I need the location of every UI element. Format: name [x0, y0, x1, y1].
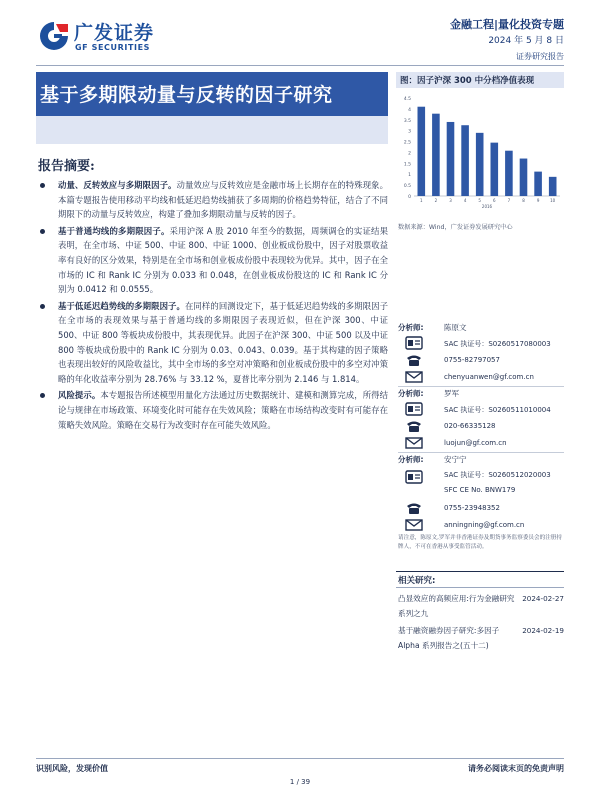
analyst-name: 安宁宁	[444, 455, 467, 464]
abstract-lead: 基于普通均线的多期限因子。	[58, 225, 170, 236]
abstract-item	[40, 224, 388, 297]
email-icon	[405, 370, 423, 384]
analyst-label: 分析师:	[398, 455, 424, 464]
footer-divider	[36, 758, 564, 759]
related-title[interactable]: 凸显效应的高频应用:行为金融研究系列之九	[398, 594, 515, 618]
y-tick-label: 2.5	[403, 140, 411, 146]
y-tick-label: 3	[408, 129, 411, 135]
bullet-icon	[40, 183, 45, 188]
x-tick-label: 10	[550, 198, 556, 203]
bar-chart	[396, 90, 564, 216]
bullet-icon	[40, 229, 45, 234]
bar-8	[520, 159, 528, 196]
abstract-item	[40, 299, 388, 387]
bullet-icon	[40, 393, 45, 398]
page-number: 1 / 39	[289, 778, 311, 786]
bar-2	[432, 114, 440, 196]
analyst-divider	[398, 452, 564, 453]
analyst-sac: SAC 执证号：S0260517080003	[444, 340, 551, 348]
related-bottom-rule	[396, 587, 564, 588]
chart-title: 图：因子沪深 300 中分档净值表现	[400, 76, 535, 86]
logo-chinese-name: 广发证券	[74, 22, 155, 44]
x-tick-label: 2	[434, 198, 438, 203]
bar-5	[476, 133, 484, 196]
bullet-icon	[40, 304, 45, 309]
related-item[interactable]	[398, 623, 564, 653]
analyst-name: 陈原文	[444, 323, 467, 332]
analyst-email[interactable]: anningning@gf.com.cn	[444, 521, 525, 529]
bar-6	[491, 143, 499, 196]
y-tick-label: 2	[408, 151, 411, 157]
bar-1	[418, 107, 426, 196]
abstract-lead: 风险提示。	[58, 390, 101, 401]
y-tick-label: 1.5	[403, 162, 411, 168]
analyst-name: 罗军	[444, 389, 459, 398]
abstract-lead: 基于低延迟趋势线的多期限因子。	[58, 300, 185, 311]
abstract-body: 本专题报告所述模型用量化方法通过历史数据统计、建模和测算完成，所得结论与规律在市场政策、环境变化时可能存在失效风险；策略在市场结构改变时有可能存在策略失效风险。策略在交易行为改变时存在可能失效风险。	[58, 390, 389, 430]
bar-3	[447, 122, 455, 196]
y-tick-label: 3.5	[403, 118, 411, 124]
report-series: 金融工程|量化投资专题	[449, 18, 564, 31]
analyst-sac: SAC 执证号：S0260512020003	[444, 471, 551, 479]
analyst-phone: 020-66335128	[444, 422, 496, 430]
bar-4	[461, 125, 469, 196]
x-tick-label: 4	[463, 198, 467, 203]
email-icon	[405, 518, 423, 532]
report-title: 基于多期限动量与反转的因子研究	[40, 84, 333, 106]
analyst-sac: SAC 执证号：S0260511010004	[444, 406, 551, 414]
footer-slogan: 识别风险，发现价值	[36, 764, 108, 773]
x-axis-label: 2016	[481, 204, 493, 209]
x-tick-label: 8	[522, 198, 525, 203]
footer-disclaimer-note: 请务必阅读末页的免责声明	[468, 764, 564, 773]
analyst-sfc: SFC CE No. BNW179	[444, 486, 516, 494]
x-tick-label: 6	[493, 198, 496, 203]
analyst-divider	[398, 386, 564, 387]
x-tick-label: 5	[478, 198, 481, 203]
logo-english-name: GF SECURITIES	[75, 43, 151, 52]
x-tick-label: 3	[449, 198, 452, 203]
abstract-paragraph	[58, 224, 388, 297]
report-type: 证券研究报告	[516, 52, 564, 61]
phone-icon	[405, 419, 423, 433]
y-tick-label: 4.5	[403, 97, 411, 102]
header-divider	[36, 65, 564, 66]
bar-10	[549, 177, 557, 196]
company-logo	[38, 18, 178, 54]
abstract-body: 在同样的回测设定下，基于低延迟趋势线的多期限因子在全市场的表现效果与基于普通均线的多期限因子表现近似，但在沪深 300、中证 500、中证 800 等板块成份股中，其表现优异。此因子在沪深 300、中证 500 以及中证 800 等板块成份股中的 Rank IC 分别为 0.03、0.043、0.039。基于其构建的因子策略也表现出较好的风险收益比，其中全市场的多空对冲策略和创业板成份股中的多空对冲策略的年化收益率分别为 28.76% 与 33.12 %，夏普比率分别为 2.146 与 1.814。	[58, 300, 389, 384]
x-tick-label: 9	[536, 198, 540, 203]
abstract-heading: 报告摘要:	[38, 159, 95, 174]
abstract-lead: 动量、反转效应与多期限因子。	[58, 180, 177, 190]
x-tick-label: 1	[420, 198, 423, 203]
abstract-paragraph	[58, 299, 388, 387]
analyst-phone: 0755-82797057	[444, 356, 500, 364]
abstract-paragraph	[58, 388, 388, 432]
y-tick-label: 1	[408, 173, 411, 179]
related-heading: 相关研究:	[398, 576, 436, 586]
related-top-rule	[396, 571, 564, 572]
x-tick-label: 7	[507, 198, 511, 203]
analyst-phone: 0755-23948352	[444, 504, 500, 512]
phone-icon	[405, 501, 423, 515]
abstract-item	[40, 178, 388, 222]
y-tick-label: 0	[408, 195, 411, 200]
abstract-list	[40, 178, 388, 434]
abstract-body: 动量效应与反转效应是金融市场上长期存在的特殊现象。本篇专题报告使用移动平均线和低延迟趋势线捕获了多周期的价格趋势特征，结合了不同期限下的动量与反转效应，构建了叠加多期限动量与反转的因子。	[58, 180, 389, 220]
abstract-item	[40, 388, 388, 432]
abstract-paragraph	[58, 178, 388, 222]
id-card-icon	[405, 336, 423, 350]
analyst-email[interactable]: luojun@gf.com.cn	[444, 439, 507, 447]
related-item[interactable]	[398, 591, 564, 621]
email-icon	[405, 436, 423, 450]
abstract-body: 采用沪深 A 股 2010 年至今的数据，周频调仓的实证结果表明，在全市场、中证 500、中证 800、中证 1000、创业板成份股中，因子对股票收益率有良好的区分效果，特别是在全市场和创业板成份股中表现较为优异。其中，因子在全市场的 IC 和 Rank IC 分别为 0.033 和 0.048，在创业板成份股这的 IC 和 Rank IC 分别为 0.0412 和 0.0555。	[58, 225, 388, 295]
bar-7	[505, 151, 513, 196]
chart-source: 数据来源：Wind，广发证券发展研究中心	[398, 224, 513, 231]
report-date: 2024 年 5 月 8 日	[488, 36, 564, 46]
analyst-disclaimer: 请注意，陈原文,罗军并非香港证券及期货事务监察委员会的注册持牌人，不可在香港从事受监管活动。	[398, 535, 562, 550]
phone-icon	[405, 353, 423, 367]
related-title[interactable]: 基于融资融券因子研究:多因子 Alpha 系列报告之(五十二)	[398, 626, 500, 650]
id-card-icon	[405, 402, 423, 416]
id-card-icon	[405, 470, 423, 484]
bar-9	[534, 172, 542, 196]
related-date: 2024-02-27	[522, 594, 564, 603]
analyst-email[interactable]: chenyuanwen@gf.com.cn	[444, 373, 534, 381]
related-date: 2024-02-19	[522, 626, 564, 635]
gf-logo-icon	[38, 20, 70, 52]
analyst-label: 分析师:	[398, 323, 424, 332]
y-tick-label: 4	[408, 107, 411, 113]
analyst-label: 分析师:	[398, 389, 424, 398]
y-tick-label: 0.5	[403, 184, 411, 190]
